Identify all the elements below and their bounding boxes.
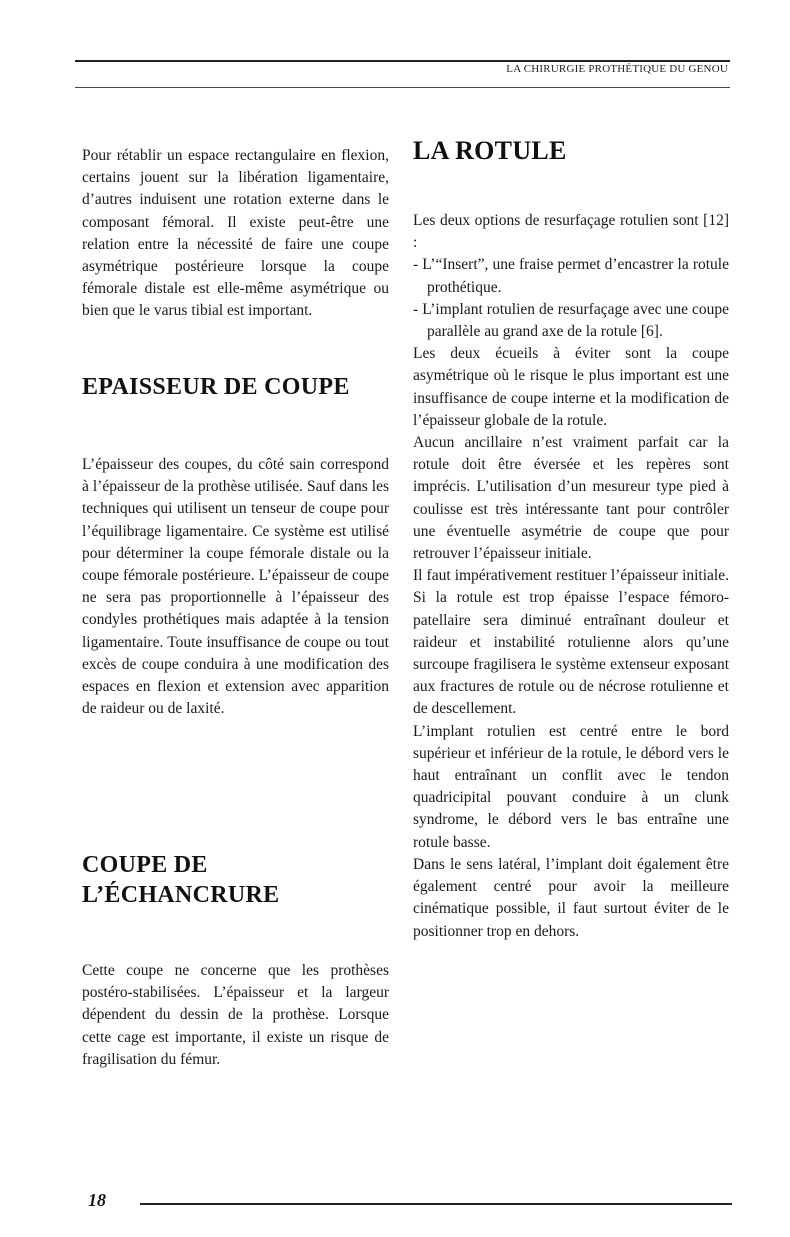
rotule-paragraph: L’implant rotulien est centré entre le bord supérieur et inférieur de la rotule, le débord vers le haut entraînant un conflit avec le tendon quadricipital pouvant conduire à un clunk syndrome, le débord vers le bas entraîne une rotule basse. — [413, 722, 729, 851]
intro-paragraph: Pour rétablir un espace rectangulaire en flexion, certains jouent sur la libération ligamentaire, d’autres induisent une rotation externe dans le composant fémoral. Il existe peut-être une relation entre la nécessité de faire une coupe asymétrique postérieure lorsque la coupe fémorale distale est elle-même asymétrique ou bien que le varus tibial est important. — [82, 147, 389, 320]
header-rule-secondary — [75, 87, 730, 88]
section-rotule — [413, 136, 729, 166]
rotule-paragraph: Dans le sens latéral, l’implant doit également être également centré pour avoir la meilleure cinématique possible, il faut surtout éviter de le positionner trop en dehors. — [413, 855, 729, 940]
echancrure-paragraph: Cette coupe ne concerne que les prothèses postéro-stabilisées. L’épaisseur et la largeur dépendent du dessin de la prothèse. Lorsque cette cage est importante, il existe un risque de fragilisation du fémur. — [82, 962, 389, 1068]
footer-rule — [140, 1203, 732, 1205]
section-echancrure-body — [82, 960, 389, 1071]
section-heading-echancrure-line2: L’ÉCHANCRURE — [82, 882, 280, 908]
section-rotule-body — [413, 210, 729, 943]
section-epaisseur — [82, 372, 389, 402]
rotule-option: - L’implant rotulien de resurfaçage avec une coupe parallèle au grand axe de la rotule [6]. — [413, 299, 729, 343]
section-heading-rotule: LA ROTULE — [413, 136, 567, 165]
section-echancrure — [82, 850, 389, 910]
rotule-intro: Les deux options de resurfaçage rotulien sont [12] : — [413, 212, 729, 252]
epaisseur-paragraph: L’épaisseur des coupes, du côté sain correspond à l’épaisseur de la prothèse utilisée. Sauf dans les techniques qui utilisent un tenseur de coupe pour l’équilibrage ligamentaire. Ce système est utilisé pour déterminer la coupe fémorale distale ou la coupe fémorale postérieure. L’épaisseur de coupe ne sera pas proportionnelle à l’épaisseur des condyles prothétiques mais adaptée à la tension ligamentaire. Toute insuffisance de coupe ou tout excès de coupe conduira à une modification des espaces en flexion et extension avec apparition de raideur ou de laxité. — [82, 456, 389, 718]
rotule-options-list — [413, 254, 729, 343]
page-number: 18 — [88, 1190, 106, 1210]
header-rule — [75, 60, 730, 62]
rotule-option: - L’“Insert”, une fraise permet d’encastrer la rotule prothétique. — [413, 254, 729, 298]
rotule-paragraph: Il faut impérativement restituer l’épaisseur initiale. Si la rotule est trop épaisse l’espace fémoro-patellaire sera diminué entraînant douleur et raideur et instabilité rotulienne alors qu’une surcoupe fragilisera le système extenseur exposant aux fractures de rotule ou de nécrose rotulienne et de descellement. — [413, 567, 729, 718]
rotule-paragraph: Aucun ancillaire n’est vraiment parfait car la rotule doit être éversée et les repères sont imprécis. L’utilisation d’un mesureur type pied à coulisse est très intéressante tant pour contrôler une éventuelle asymétrie de coupe que pour retrouver l’épaisseur initiale. — [413, 434, 729, 563]
running-title: LA CHIRURGIE PROTHÉTIQUE DU GENOU — [506, 63, 728, 75]
intro-paragraph-block — [82, 145, 389, 323]
section-epaisseur-body — [82, 454, 389, 720]
section-heading-epaisseur: EPAISSEUR DE COUPE — [82, 374, 350, 400]
section-heading-echancrure-line1: COUPE DE — [82, 852, 208, 878]
rotule-paragraph: Les deux écueils à éviter sont la coupe asymétrique où le risque le plus important est une insuffisance de coupe interne et la modification de l’épaisseur globale de la rotule. — [413, 345, 729, 429]
